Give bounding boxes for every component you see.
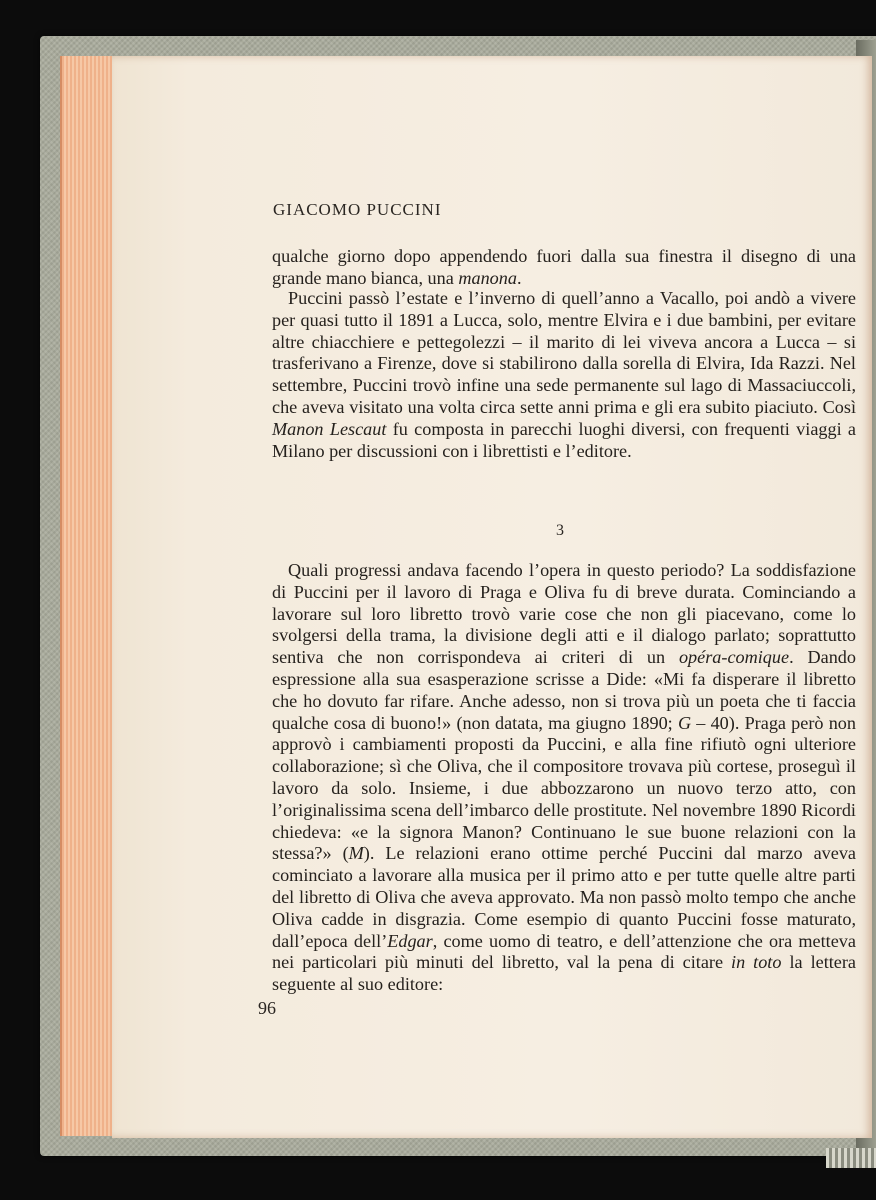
- paragraph-3-text-k: la lettera seguente al suo editore:: [272, 952, 856, 995]
- section-number: 3: [556, 522, 564, 539]
- paragraph-1: [272, 246, 856, 290]
- paragraph-3-text-g: ). Le relazioni erano ottime perché Puccini dal marzo aveva cominciato a lavorare alla musica per il primo atto e per tutte quelle altre parti del libretto di Oliva che aveva approvato. Ma non passò molto tempo che anche Oliva cadde in disgrazia. Come esempio di quanto Puccini fosse maturato, dall’epoca dell’: [272, 843, 856, 951]
- paragraph-3-italic-edgar: Edgar: [387, 930, 433, 951]
- paragraph-2-text-c: fu composta in parecchi luoghi diversi, con frequenti viaggi a Milano per discussioni con i librettisti e l’editore.: [272, 418, 857, 461]
- paragraph-3-italic-opera-comique: opéra-comique: [678, 647, 790, 668]
- paragraph-3-italic-in-toto: in toto: [731, 952, 782, 973]
- paragraph-3-text-i: , come uomo di teatro, e dell’attenzione che ora metteva nei particolari più minuti del libretto, val la pena di citare: [272, 930, 856, 973]
- paragraph-3-text-a: Quali progressi andava facendo l’opera in questo periodo? La soddisfazione di Puccini per il lavoro di Praga e Oliva fu di breve durata. Cominciando a lavorare sul loro libretto trovò varie cose che non gli piacevano, come lo svolgersi della trama, la divisione degli atti e il dialogo parlato; soprattutto sentiva che non corrispondeva ai criteri di un: [272, 560, 856, 668]
- paragraph-3-italic-m: M: [348, 843, 364, 864]
- paragraph-3-text-e: – 40). Praga però non approvò i cambiamenti proposti da Puccini, e alla fine rifiutò ogni ulteriore collaborazione; sì che Oliva, che il compositore trovava più cortese, proseguì il lavoro da solo. Insieme, i due abbozzarono un nuovo terzo atto, con l’originalissima scena dell’imbarco delle prostitute. Nel novembre 1890 Ricordi chiedeva: «e la signora Manon? Continuano le sue buone relazioni con la stessa?» (: [272, 712, 856, 864]
- paragraph-1-italic: manona: [458, 267, 517, 288]
- paragraph-3-italic-g: G: [677, 712, 692, 733]
- paragraph-3: [272, 560, 856, 996]
- paragraph-1-text-c: .: [516, 267, 522, 288]
- paragraph-2-italic-title: Manon Lescaut: [272, 418, 387, 439]
- paragraph-2-text-a: Puccini passò l’estate e l’inverno di quell’anno a Vacallo, poi andò a vivere per quasi tutto il 1891 a Lucca, solo, mentre Elvira e i due bambini, per evitare altre chiacchiere e pettegolezzi – il marito di lei viveva ancora a Lucca – si trasferivano a Firenze, dove si stabilirono dalla sorella di Elvira, Ida Razzi. Nel settembre, Puccini trovò infine una sede permanente sul lago di Massaciuccoli, che aveva visitato una volta circa sette anni prima e gli era subito piaciuto. Così: [272, 288, 856, 417]
- paragraph-1-text-a: qualche giorno dopo appendendo fuori dalla sua finestra il disegno di una grande mano bianca, una: [272, 246, 856, 288]
- running-head: GIACOMO PUCCINI: [273, 200, 442, 219]
- paragraph-3-text-c: . Dando espressione alla sua esasperazione scrisse a Dide: «Mi fa disperare il libretto che ho dovuto far rifare. Anche adesso, non si trova più un poeta che ti faccia qualche cosa di buono!» (non datata, ma giugno 1890;: [272, 647, 856, 733]
- paragraph-2: [272, 288, 856, 462]
- page-number: 96: [258, 998, 276, 1018]
- cover-corner-wear: [826, 1148, 876, 1168]
